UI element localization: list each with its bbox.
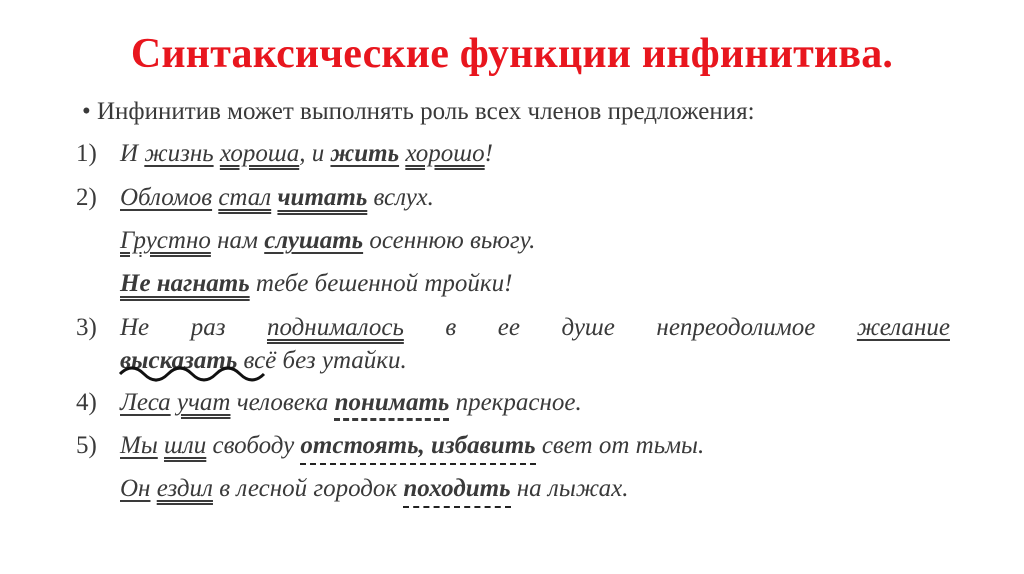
- subject: Он: [120, 475, 151, 502]
- item-number: 3): [76, 314, 97, 341]
- subject: Обломов: [120, 184, 213, 211]
- infinitive-adverbial: отстоять, избавить: [300, 432, 535, 465]
- subject: Леса: [120, 389, 171, 416]
- infinitive-predicate: читать: [277, 184, 368, 211]
- example-5b: Он ездил в лесной городок походить на лыжах.: [120, 475, 629, 503]
- infinitive-subject: жить: [330, 140, 400, 167]
- example-3: 3) Не раз поднималось в ее душе непреодолимое желание: [76, 314, 950, 341]
- example-3-cont: высказать всё без утайки.: [120, 347, 407, 374]
- predicate: хороша: [219, 140, 300, 167]
- predicate: хорошо: [405, 140, 485, 167]
- infinitive-attribute: высказать: [120, 347, 238, 374]
- predicate: ездил: [156, 475, 213, 502]
- predicate: стал: [218, 184, 272, 211]
- intro-bullet: • Инфинитив может выполнять роль всех членов предложения:: [82, 98, 755, 125]
- item-number: 4): [76, 389, 97, 416]
- example-2c: Не нагнать тебе бешенной тройки!: [120, 270, 513, 297]
- subject: Мы: [120, 432, 158, 459]
- subject: желание: [856, 314, 950, 341]
- infinitive-predicate: Не нагнать: [120, 270, 250, 297]
- predicate: поднималось: [266, 314, 404, 341]
- item-number: 5): [76, 432, 97, 459]
- example-2b: Грустно нам слушать осеннюю вьюгу.: [120, 227, 536, 254]
- page-title: Синтаксические функции инфинитива.: [130, 31, 894, 77]
- example-5: 5) Мы шли свободу отстоять, избавить свет от тьмы.: [76, 432, 704, 460]
- infinitive-subject: слушать: [264, 227, 364, 254]
- infinitive-adverbial: походить: [403, 475, 510, 508]
- predicate: учат: [176, 389, 231, 416]
- subject: жизнь: [144, 140, 214, 167]
- item-number: 1): [76, 140, 97, 167]
- item-number: 2): [76, 184, 97, 211]
- wavy-underline: [118, 360, 268, 384]
- example-2: 2) Обломов стал читать вслух.: [76, 184, 434, 211]
- predicate: Грустно: [120, 227, 211, 254]
- infinitive-object: понимать: [334, 389, 450, 416]
- example-1: 1) И жизнь хороша, и жить хорошо!: [76, 140, 493, 167]
- predicate: шли: [164, 432, 207, 459]
- example-4: 4) Леса учат человека понимать прекрасное.: [76, 389, 582, 416]
